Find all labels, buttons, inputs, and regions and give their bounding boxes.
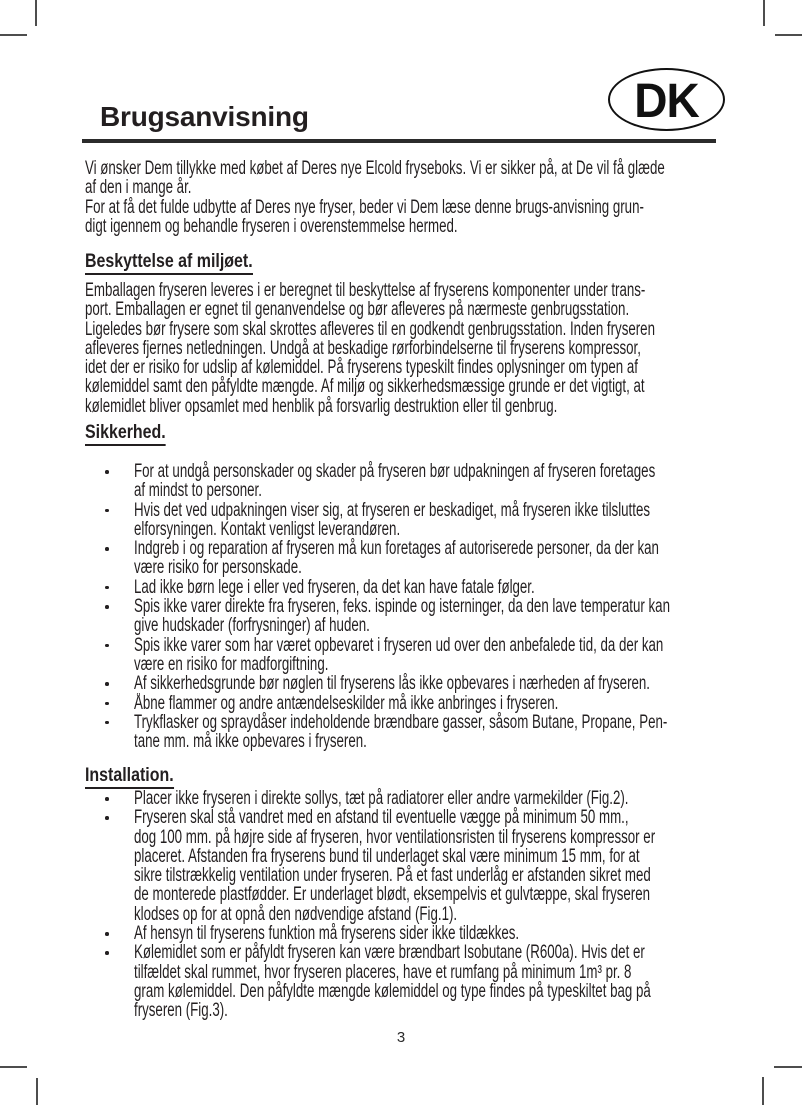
bullet-item <box>85 674 745 693</box>
bullet-item <box>85 808 745 924</box>
bullet-icon <box>105 951 109 955</box>
section-heading-safety: Sikkerhed. <box>85 423 181 446</box>
text-line: digt igennem og behandle fryseren i overenstemmelse hermed. <box>85 215 458 237</box>
dk-country-badge <box>608 68 725 131</box>
page-title: Brugsanvisning <box>100 101 309 132</box>
crop-mark-top-right-horizontal <box>775 34 802 36</box>
bullet-icon <box>105 721 109 725</box>
bullet-item <box>85 501 745 540</box>
bullet-icon <box>105 605 109 609</box>
text-line: Kølemidlet som er påfyldt fryseren kan være brændbart Isobutane (R600a). Hvis det er <box>134 942 645 964</box>
crop-mark-bottom-right-vertical <box>762 1077 764 1105</box>
text-line: Vi ønsker Dem tillykke med købet af Deres nye Elcold fryseboks. Vi er sikker på, at De vil få glæde <box>85 158 665 179</box>
text-line: gram kølemiddel. Den påfyldte mængde kølemiddel og type findes på typeskiltet bag på <box>134 980 651 1002</box>
text-line: de monterede plastfødder. Er underlaget blødt, eksempelvis et gulvtæppe, skal fryseren <box>134 884 651 906</box>
bullet-item <box>85 924 745 943</box>
text-line: Placer ikke fryseren i direkte sollys, tæt på radiatorer eller andre varmekilder (Fig.2). <box>134 788 629 809</box>
text-line: For at undgå personskader og skader på fryseren bør udpakningen af fryseren foretages <box>134 461 656 482</box>
crop-mark-bottom-left-vertical <box>36 1078 38 1105</box>
text-line: give hudskader (forfrysninger) af huden. <box>134 615 370 637</box>
text-line: For at få det fulde udbytte af Deres nye fryser, beder vi Dem læse denne brugs-anvisning grun- <box>85 196 644 218</box>
text-line: tane mm. må ikke opbevares i fryseren. <box>134 731 367 753</box>
bullet-item <box>85 539 745 578</box>
bullet-icon <box>105 644 109 648</box>
bullet-icon <box>105 586 109 590</box>
text-line: Trykflasker og spraydåser indeholdende brændbare gasser, såsom Butane, Propane, Pen- <box>134 711 668 733</box>
text-line: Emballagen fryseren leveres i er beregnet til beskyttelse af fryserens komponenter under trans- <box>85 280 646 301</box>
bullet-item <box>85 694 745 713</box>
bullet-icon <box>105 797 109 801</box>
title-divider <box>82 139 716 143</box>
text-line: af den i mange år. <box>85 177 192 199</box>
text-line: tilfældet skal rummet, hvor fryseren placeres, have et rumfang på minimum 1m³ pr. 8 <box>134 961 632 983</box>
bullet-item <box>85 636 745 675</box>
text-line: Af sikkerhedsgrunde bør nøglen til fryserens lås ikke opbevares i nærheden af fryseren. <box>134 673 650 695</box>
text-line: placeret. Afstanden fra fryserens bund til underlaget skal være minimum 15 mm, for at <box>134 845 640 867</box>
intro-paragraph <box>85 159 745 236</box>
text-line: Spis ikke varer som har været opbevaret i fryseren ud over den anbefalede tid, da der kan <box>134 634 664 656</box>
text-line: Lad ikke børn lege i eller ved fryseren, da det kan have fatale følger. <box>134 576 535 598</box>
section-bullets-installation <box>85 789 745 1021</box>
dk-badge-label: DK <box>634 72 699 127</box>
text-line: Åbne flammer og andre antændelseskilder må ikke anbringes i fryseren. <box>134 692 559 714</box>
bullet-item <box>85 943 745 1020</box>
text-line: Indgreb i og reparation af fryseren må kun foretages af autoriserede personer, da der kan <box>134 538 659 560</box>
bullet-icon <box>105 547 109 551</box>
crop-mark-top-left-horizontal <box>0 34 27 36</box>
section-heading-environment: Beskyttelse af miljøet. <box>85 252 285 275</box>
section-bullets-safety <box>85 462 745 751</box>
text-line: afleveres fjernes netledningen. Undgå at beskadige rørforbindelserne til fryserens kompressor, <box>85 337 641 359</box>
bullet-icon <box>105 682 109 686</box>
text-line: være en risiko for madforgiftning. <box>134 653 329 675</box>
page-number: 3 <box>396 1029 406 1046</box>
text-line: kølemidlet bliver opsamlet med henblik på forsvarlig destruktion eller til genbrug. <box>85 395 558 417</box>
bullet-icon <box>105 932 109 936</box>
bullet-icon <box>105 470 109 474</box>
bullet-item <box>85 578 745 597</box>
bullet-icon <box>105 816 109 820</box>
bullet-icon <box>105 509 109 513</box>
text-line: idet der er risiko for udslip af kølemiddel. På fryserens typeskilt findes oplysninger om typen af <box>85 357 638 379</box>
text-line: Fryseren skal stå vandret med en afstand til eventuelle vægge på minimum 50 mm., <box>134 807 629 829</box>
bullet-item <box>85 597 745 636</box>
section-paragraph-environment <box>85 281 745 416</box>
text-line: Hvis det ved udpakningen viser sig, at fryseren er beskadiget, må fryseren ikke tilsluttes <box>134 499 650 521</box>
crop-mark-top-left-vertical <box>35 0 37 26</box>
section-heading-installation: Installation. <box>85 766 191 789</box>
text-line: være risiko for personskade. <box>134 557 302 579</box>
text-line: Spis ikke varer direkte fra fryseren, feks. ispinde og isterninger, da den lave temperatur kan <box>134 596 670 618</box>
crop-mark-top-right-vertical <box>763 0 765 26</box>
bullet-item <box>85 789 745 808</box>
bullet-item <box>85 713 745 752</box>
text-line: Ligeledes bør frysere som skal skrottes afleveres til en godkendt genbrugsstation. Inden fryseren <box>85 318 655 340</box>
text-line: Af hensyn til fryserens funktion må fryserens sider ikke tildækkes. <box>134 923 520 945</box>
text-line: kølemiddel samt den påfyldte mængde. Af miljø og sikkerhedsmæssige grunde er det vigtigt, at <box>85 376 645 398</box>
bullet-icon <box>105 702 109 706</box>
text-line: dog 100 mm. på højre side af fryseren, hvor ventilationsristen til fryserens kompressor er <box>134 826 656 848</box>
crop-mark-bottom-right-horizontal <box>774 1066 802 1068</box>
text-line: af mindst to personer. <box>134 480 262 502</box>
crop-mark-bottom-left-horizontal <box>0 1066 27 1068</box>
text-line: sikre tilstrækkelig ventilation under fryseren. På et fast underlåg er afstanden sikret med <box>134 865 651 887</box>
text-line: elforsyningen. Kontakt venligst leverandøren. <box>134 518 401 540</box>
text-line: fryseren (Fig.3). <box>134 1000 228 1022</box>
text-line: klodses op for at opnå den nødvendige afstand (Fig.1). <box>134 903 458 925</box>
bullet-item <box>85 462 745 501</box>
text-line: port. Emballagen er egnet til genanvendelse og bør afleveres på nærmeste genbrugsstation. <box>85 299 630 321</box>
